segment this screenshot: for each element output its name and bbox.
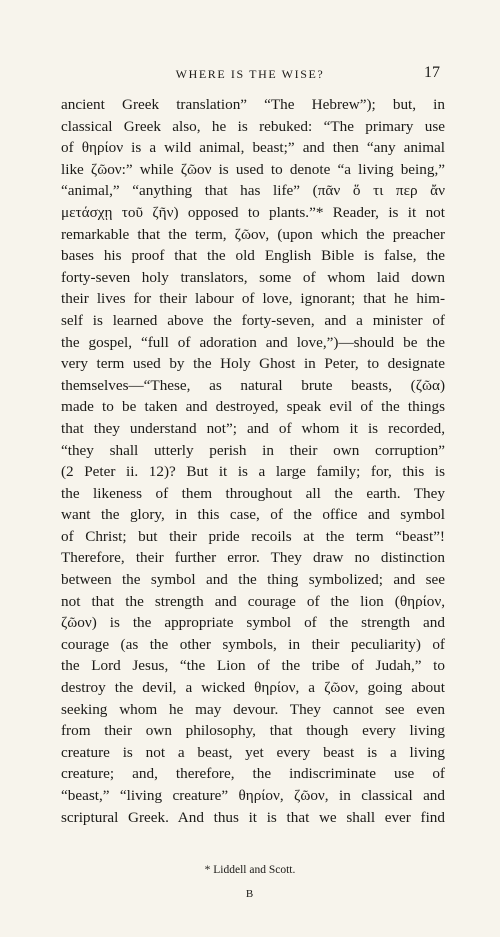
text-line: between the symbol and the thing symbolized; and see	[61, 571, 445, 589]
text-line: ζῶον) is the appropriate symbol of the strength and	[61, 614, 445, 632]
text-line: creature; and, therefore, the indiscriminate use of	[61, 765, 445, 783]
text-line: made to be taken and destroyed, speak evil of the things	[61, 398, 445, 416]
text-line: the likeness of them throughout all the earth. They	[61, 484, 445, 502]
text-line: creature is not a beast, yet every beast is a living	[61, 743, 445, 761]
text-line: seeking whom he may devour. They cannot see even	[61, 700, 445, 718]
body-text	[61, 94, 445, 828]
text-line: from their own philosophy, that though every living	[61, 722, 445, 740]
text-line: (2 Peter ii. 12)? But it is a large family; for, this is	[61, 463, 445, 481]
text-line: the gospel, “full of adoration and love,”)—should be the	[61, 333, 445, 351]
page-number: 17	[424, 64, 440, 81]
text-line: forty-seven holy translators, some of whom laid down	[61, 268, 445, 286]
text-line: their lives for their labour of love, ignorant; that he him-	[61, 290, 445, 308]
text-line: courage (as the other symbols, in their peculiarity) of	[61, 635, 445, 653]
text-line: μετάσχῃ τοῦ ζῆν) opposed to plants.”* Reader, is it not	[61, 203, 445, 221]
text-line: remarkable that the term, ζῶον, (upon which the preacher	[61, 225, 445, 243]
text-line: self is learned above the forty-seven, and a minister of	[61, 311, 445, 329]
text-line: want the glory, in this case, of the office and symbol	[61, 506, 445, 524]
text-line: destroy the devil, a wicked θηρίον, a ζῶον, going about	[61, 679, 445, 697]
text-line: of Christ; but their pride recoils at the term “beast”!	[61, 527, 445, 545]
running-title: WHERE IS THE WISE?	[175, 67, 325, 81]
text-line: Therefore, their further error. They draw no distinction	[61, 549, 445, 567]
running-head	[0, 64, 500, 86]
text-line: “beast,” “living creature” θηρίον, ζῶον, in classical and	[61, 787, 445, 804]
text-line: scriptural Greek. And thus it is that we shall ever find	[61, 808, 445, 826]
footnote: * Liddell and Scott.	[204, 864, 296, 876]
text-line: bases his proof that the old English Bible is false, the	[61, 247, 445, 265]
text-line: themselves—“These, as natural brute beasts, (ζῶα)	[61, 376, 445, 394]
text-line: very term used by the Holy Ghost in Peter, to designate	[61, 355, 445, 373]
text-line: classical Greek also, he is rebuked: “The primary use	[61, 117, 445, 135]
text-line: like ζῶον:” while ζῶον is used to denote “a living being,”	[61, 160, 445, 178]
signature-mark: B	[245, 888, 255, 900]
text-line: the Lord Jesus, “the Lion of the tribe of Judah,” to	[61, 657, 445, 675]
text-line: not that the strength and courage of the lion (θηρίον,	[61, 592, 445, 610]
text-line: of θηρίον is a wild animal, beast;” and then “any animal	[61, 139, 445, 157]
text-line: “animal,” “anything that has life” (πᾶν ὅ τι περ ἄν	[61, 182, 445, 200]
text-line: that they understand not”; and of whom it is recorded,	[61, 419, 445, 437]
text-line: ancient Greek translation” “The Hebrew”); but, in	[61, 96, 445, 113]
text-line: “they shall utterly perish in their own corruption”	[61, 441, 445, 459]
